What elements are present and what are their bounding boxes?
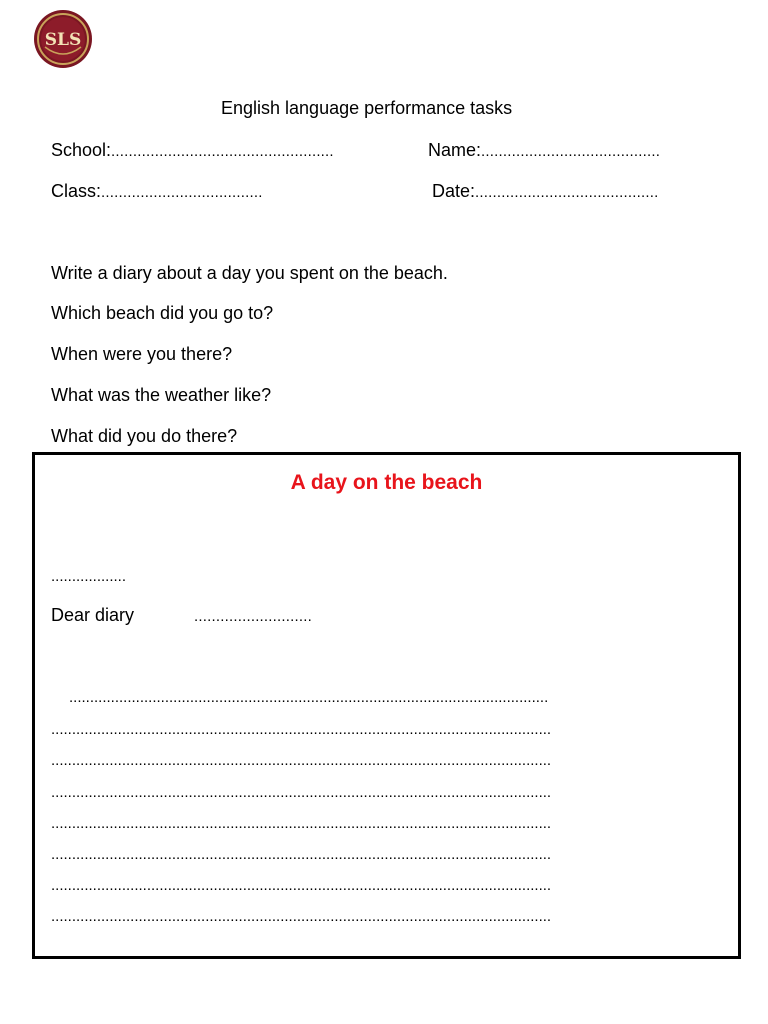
class-field bbox=[51, 180, 263, 204]
prompt-question: When were you there? bbox=[51, 344, 233, 364]
diary-date-blank: .................. bbox=[51, 568, 127, 585]
date-label: Date: bbox=[432, 181, 476, 201]
prompt-instruction: Write a diary about a day you spent on the beach. bbox=[51, 263, 448, 283]
writing-line: ........................................................................................................................ bbox=[51, 846, 552, 863]
date-blank: .......................................... bbox=[475, 184, 659, 201]
school-label: School: bbox=[51, 140, 112, 160]
class-label: Class: bbox=[51, 181, 102, 201]
writing-line: ........................................................................................................................ bbox=[51, 721, 552, 738]
school-logo bbox=[33, 9, 93, 69]
diary-greeting-blank: ........................... bbox=[194, 608, 312, 625]
page-title: English language performance tasks bbox=[221, 98, 513, 118]
prompt-question: What was the weather like? bbox=[51, 385, 272, 405]
diary-title: A day on the beach bbox=[290, 471, 483, 494]
name-blank: ......................................... bbox=[481, 143, 661, 160]
writing-line: ........................................................................................................................ bbox=[51, 908, 552, 925]
diary-writing-box bbox=[32, 452, 741, 959]
school-blank: ................................................... bbox=[111, 143, 334, 160]
writing-line: ................................................................................................................... bbox=[69, 689, 549, 706]
diary-greeting-row bbox=[51, 604, 312, 628]
school-field bbox=[51, 139, 334, 163]
diary-greeting: Dear diary bbox=[51, 605, 135, 625]
prompt-question: What did you do there? bbox=[51, 426, 238, 446]
writing-line: ........................................................................................................................ bbox=[51, 752, 552, 769]
logo-text: SLS bbox=[44, 30, 82, 50]
writing-line: ........................................................................................................................ bbox=[51, 877, 552, 894]
prompt-question: Which beach did you go to? bbox=[51, 303, 274, 323]
name-field bbox=[428, 139, 660, 163]
writing-line: ........................................................................................................................ bbox=[51, 815, 552, 832]
class-blank: ..................................... bbox=[101, 184, 263, 201]
writing-line: ........................................................................................................................ bbox=[51, 784, 552, 801]
name-label: Name: bbox=[428, 140, 482, 160]
date-field bbox=[432, 180, 658, 204]
sls-seal-icon bbox=[33, 9, 93, 69]
